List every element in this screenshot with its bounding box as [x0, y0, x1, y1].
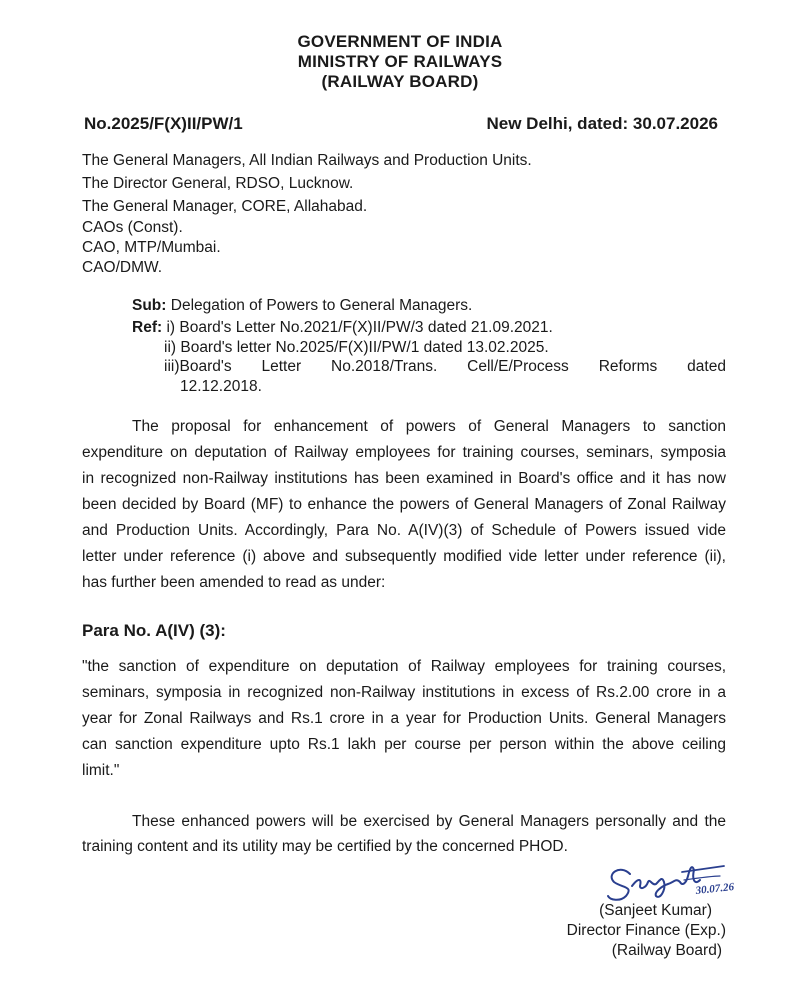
reference-word: iii)Board's: [164, 358, 232, 375]
letter-date: New Delhi, dated: 30.07.2026: [486, 114, 718, 133]
reference-item-continuation: 12.12.2018.: [180, 378, 262, 395]
quote-line: "the sanction of expenditure on deputation of Railway employees for training courses,: [82, 658, 726, 675]
quote-line: can sanction expenditure upto Rs.1 lakh per course per person within the above ceiling: [82, 736, 726, 753]
addressee-line: The General Manager, CORE, Allahabad.: [82, 198, 368, 215]
quote-line: seminars, symposia in recognized non-Railway institutions in excess of Rs.2.00 crore in a: [82, 684, 726, 701]
reference-word: Reforms: [598, 358, 658, 375]
reference-line: [132, 319, 553, 337]
quote-line: year for Zonal Railways and Rs.1 crore in a year for Production Units. General Managers: [82, 710, 726, 727]
reference-word: No.2018/Trans.: [331, 358, 438, 375]
quote-line: limit.": [82, 762, 120, 779]
body-paragraph-line: has further been amended to read as under:: [82, 574, 386, 591]
body-paragraph-line: in recognized non-Railway institutions has been examined in Board's office and it has now: [82, 470, 726, 487]
signatory-name: (Sanjeet Kumar): [599, 902, 712, 919]
reference-item-three: [164, 358, 726, 376]
body-paragraph-line: been decided by Board (MF) to enhance the powers of General Managers of Zonal Railway: [82, 496, 726, 513]
closing-line: training content and its utility may be certified by the concerned PHOD.: [82, 838, 568, 855]
addressee-line: CAO, MTP/Mumbai.: [82, 239, 221, 256]
header-board: (RAILWAY BOARD): [321, 72, 479, 91]
reference-word: dated: [687, 358, 726, 375]
reference-item: i) Board's Letter No.2021/F(X)II/PW/3 dated 21.09.2021.: [166, 319, 553, 336]
reference-label: Ref:: [132, 319, 163, 336]
addressee-line: The Director General, RDSO, Lucknow.: [82, 175, 354, 192]
subject-text: Delegation of Powers to General Managers.: [170, 297, 473, 314]
subject-line: [132, 297, 472, 315]
para-heading: Para No. A(IV) (3):: [82, 621, 226, 640]
signatory-organization: (Railway Board): [611, 942, 722, 959]
addressee-line: CAO/DMW.: [82, 259, 163, 276]
reference-item: ii) Board's letter No.2025/F(X)II/PW/1 dated 13.02.2025.: [164, 339, 549, 356]
addressee-line: CAOs (Const).: [82, 219, 183, 236]
letter-reference-number: No.2025/F(X)II/PW/1: [84, 114, 243, 133]
subject-label: Sub:: [132, 297, 167, 314]
reference-word: Cell/E/Process: [467, 358, 569, 375]
addressee-line: The General Managers, All Indian Railways and Production Units.: [82, 152, 532, 169]
header-government: GOVERNMENT OF INDIA: [297, 32, 503, 51]
signatory-designation: Director Finance (Exp.): [566, 922, 726, 939]
body-paragraph-line: expenditure on deputation of Railway employees for training courses, seminars, symposia: [82, 444, 726, 461]
body-paragraph-line: letter under reference (i) above and subsequently modified vide letter under reference (ii),: [82, 548, 726, 565]
closing-line: These enhanced powers will be exercised by General Managers personally and the: [132, 813, 726, 830]
body-paragraph-line: The proposal for enhancement of powers of General Managers to sanction: [132, 418, 726, 435]
body-paragraph-line: and Production Units. Accordingly, Para No. A(IV)(3) of Schedule of Powers issued vide: [82, 522, 726, 539]
signature-date: 30.07.26: [695, 881, 735, 897]
header-ministry: MINISTRY OF RAILWAYS: [297, 52, 503, 71]
reference-word: Letter: [261, 358, 302, 375]
